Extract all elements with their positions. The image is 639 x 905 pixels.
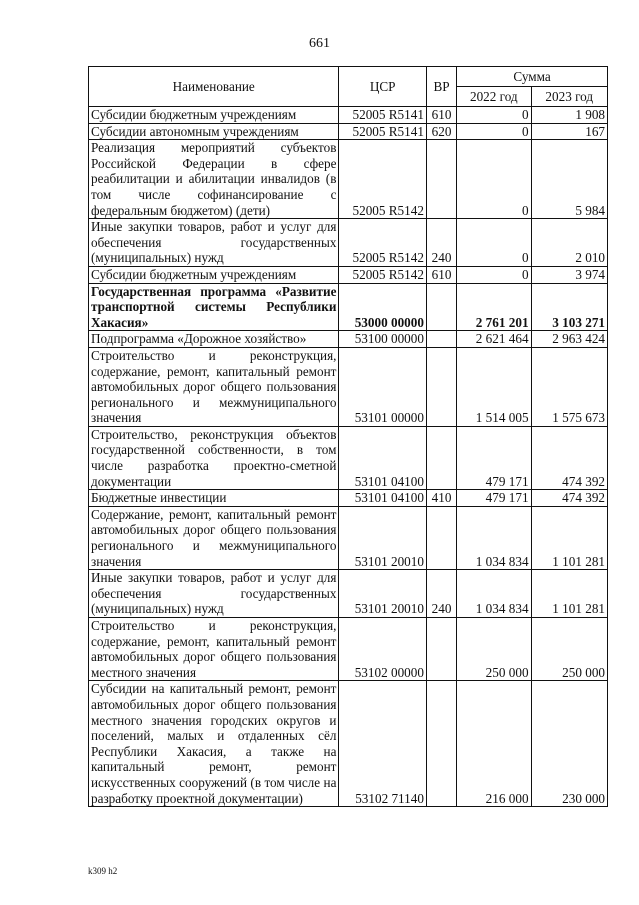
- row-name: Содержание, ремонт, капитальный ремонт автомобильных дорог общего пользования регионального и межмуниципального значения: [89, 506, 339, 569]
- table-body: [89, 107, 608, 807]
- row-vr: [426, 283, 456, 331]
- budget-table: [88, 66, 608, 807]
- row-vr: [426, 618, 456, 681]
- row-csr: 52005 R5142: [339, 140, 427, 219]
- row-sum-2022: 2 621 464: [457, 331, 531, 348]
- row-sum-2023: 3 974: [531, 266, 607, 283]
- table-row: [89, 140, 608, 219]
- header-vr: ВР: [426, 67, 456, 107]
- row-sum-2022: 1 514 005: [457, 347, 531, 426]
- row-sum-2022: 0: [457, 219, 531, 267]
- row-csr: 52005 R5142: [339, 219, 427, 267]
- row-csr: 53000 00000: [339, 283, 427, 331]
- row-sum-2023: 1 101 281: [531, 506, 607, 569]
- row-name: Государственная программа «Развитие транспортной системы Республики Хакасия»: [89, 283, 339, 331]
- row-name: Субсидии бюджетным учреждениям: [89, 107, 339, 124]
- row-sum-2022: 0: [457, 107, 531, 124]
- row-sum-2023: 2 963 424: [531, 331, 607, 348]
- row-sum-2023: 5 984: [531, 140, 607, 219]
- table-row: [89, 123, 608, 140]
- table-row: [89, 426, 608, 489]
- row-sum-2023: 1 101 281: [531, 570, 607, 618]
- row-sum-2022: 1 034 834: [457, 506, 531, 569]
- row-sum-2022: 2 761 201: [457, 283, 531, 331]
- row-csr: 53101 00000: [339, 347, 427, 426]
- row-name: Субсидии на капитальный ремонт, ремонт автомобильных дорог общего пользования местного значения городских округов и поселений, малых и отдаленных сёл Республики Хакасия, а также на капитальный ремонт, ремонт искусственных сооружений (в том числе на разработку проектной документации): [89, 681, 339, 807]
- row-vr: 610: [426, 266, 456, 283]
- row-name: Субсидии автономным учреждениям: [89, 123, 339, 140]
- table-row: [89, 490, 608, 507]
- row-sum-2022: 0: [457, 266, 531, 283]
- header-year-2022: 2022 год: [457, 87, 531, 107]
- row-name: Субсидии бюджетным учреждениям: [89, 266, 339, 283]
- row-sum-2022: 250 000: [457, 618, 531, 681]
- row-vr: 240: [426, 570, 456, 618]
- table-row: [89, 506, 608, 569]
- row-vr: 620: [426, 123, 456, 140]
- row-sum-2023: 1 575 673: [531, 347, 607, 426]
- table-row: [89, 107, 608, 124]
- row-vr: [426, 426, 456, 489]
- header-csr: ЦСР: [339, 67, 427, 107]
- row-name: Иные закупки товаров, работ и услуг для обеспечения государственных (муниципальных) нужд: [89, 570, 339, 618]
- table-row: [89, 219, 608, 267]
- row-sum-2023: 474 392: [531, 426, 607, 489]
- row-sum-2023: 250 000: [531, 618, 607, 681]
- row-sum-2023: 474 392: [531, 490, 607, 507]
- row-vr: [426, 681, 456, 807]
- row-name: Строительство и реконструкция, содержание, ремонт, капитальный ремонт автомобильных дорог общего пользования местного значения: [89, 618, 339, 681]
- row-csr: 52005 R5141: [339, 107, 427, 124]
- row-sum-2023: 2 010: [531, 219, 607, 267]
- table-row: [89, 618, 608, 681]
- row-name: Строительство, реконструкция объектов государственной собственности, в том числе разработка проектно-сметной документации: [89, 426, 339, 489]
- row-csr: 53101 20010: [339, 506, 427, 569]
- row-csr: 53102 00000: [339, 618, 427, 681]
- table-row: [89, 266, 608, 283]
- row-name: Иные закупки товаров, работ и услуг для обеспечения государственных (муниципальных) нужд: [89, 219, 339, 267]
- row-csr: 53101 20010: [339, 570, 427, 618]
- table-header: [89, 67, 608, 107]
- footer-code: k309 h2: [88, 866, 118, 876]
- table-row: [89, 681, 608, 807]
- row-sum-2022: 479 171: [457, 426, 531, 489]
- page-number: 661: [309, 36, 330, 51]
- row-sum-2022: 0: [457, 123, 531, 140]
- row-csr: 53101 04100: [339, 426, 427, 489]
- row-vr: 610: [426, 107, 456, 124]
- table-row: [89, 283, 608, 331]
- table-row: [89, 331, 608, 348]
- row-vr: [426, 331, 456, 348]
- row-csr: 53100 00000: [339, 331, 427, 348]
- row-vr: [426, 506, 456, 569]
- row-sum-2023: 230 000: [531, 681, 607, 807]
- header-name: Наименование: [89, 67, 339, 107]
- row-vr: [426, 347, 456, 426]
- row-sum-2022: 0: [457, 140, 531, 219]
- row-csr: 53101 04100: [339, 490, 427, 507]
- row-csr: 53102 71140: [339, 681, 427, 807]
- row-name: Строительство и реконструкция, содержание, ремонт, капитальный ремонт автомобильных дорог общего пользования регионального и межмуниципального значения: [89, 347, 339, 426]
- row-sum-2022: 216 000: [457, 681, 531, 807]
- table-row: [89, 570, 608, 618]
- row-name: Реализация мероприятий субъектов Российской Федерации в сфере реабилитации и абилитации инвалидов (в том числе софинансирование с федеральным бюджетом) (дети): [89, 140, 339, 219]
- row-csr: 52005 R5141: [339, 123, 427, 140]
- table-row: [89, 347, 608, 426]
- row-sum-2022: 479 171: [457, 490, 531, 507]
- row-name: Подпрограмма «Дорожное хозяйство»: [89, 331, 339, 348]
- row-name: Бюджетные инвестиции: [89, 490, 339, 507]
- row-vr: [426, 140, 456, 219]
- row-sum-2023: 1 908: [531, 107, 607, 124]
- row-csr: 52005 R5142: [339, 266, 427, 283]
- row-sum-2022: 1 034 834: [457, 570, 531, 618]
- row-vr: 410: [426, 490, 456, 507]
- row-vr: 240: [426, 219, 456, 267]
- row-sum-2023: 167: [531, 123, 607, 140]
- header-year-2023: 2023 год: [531, 87, 607, 107]
- row-sum-2023: 3 103 271: [531, 283, 607, 331]
- header-sum: Сумма: [457, 67, 608, 87]
